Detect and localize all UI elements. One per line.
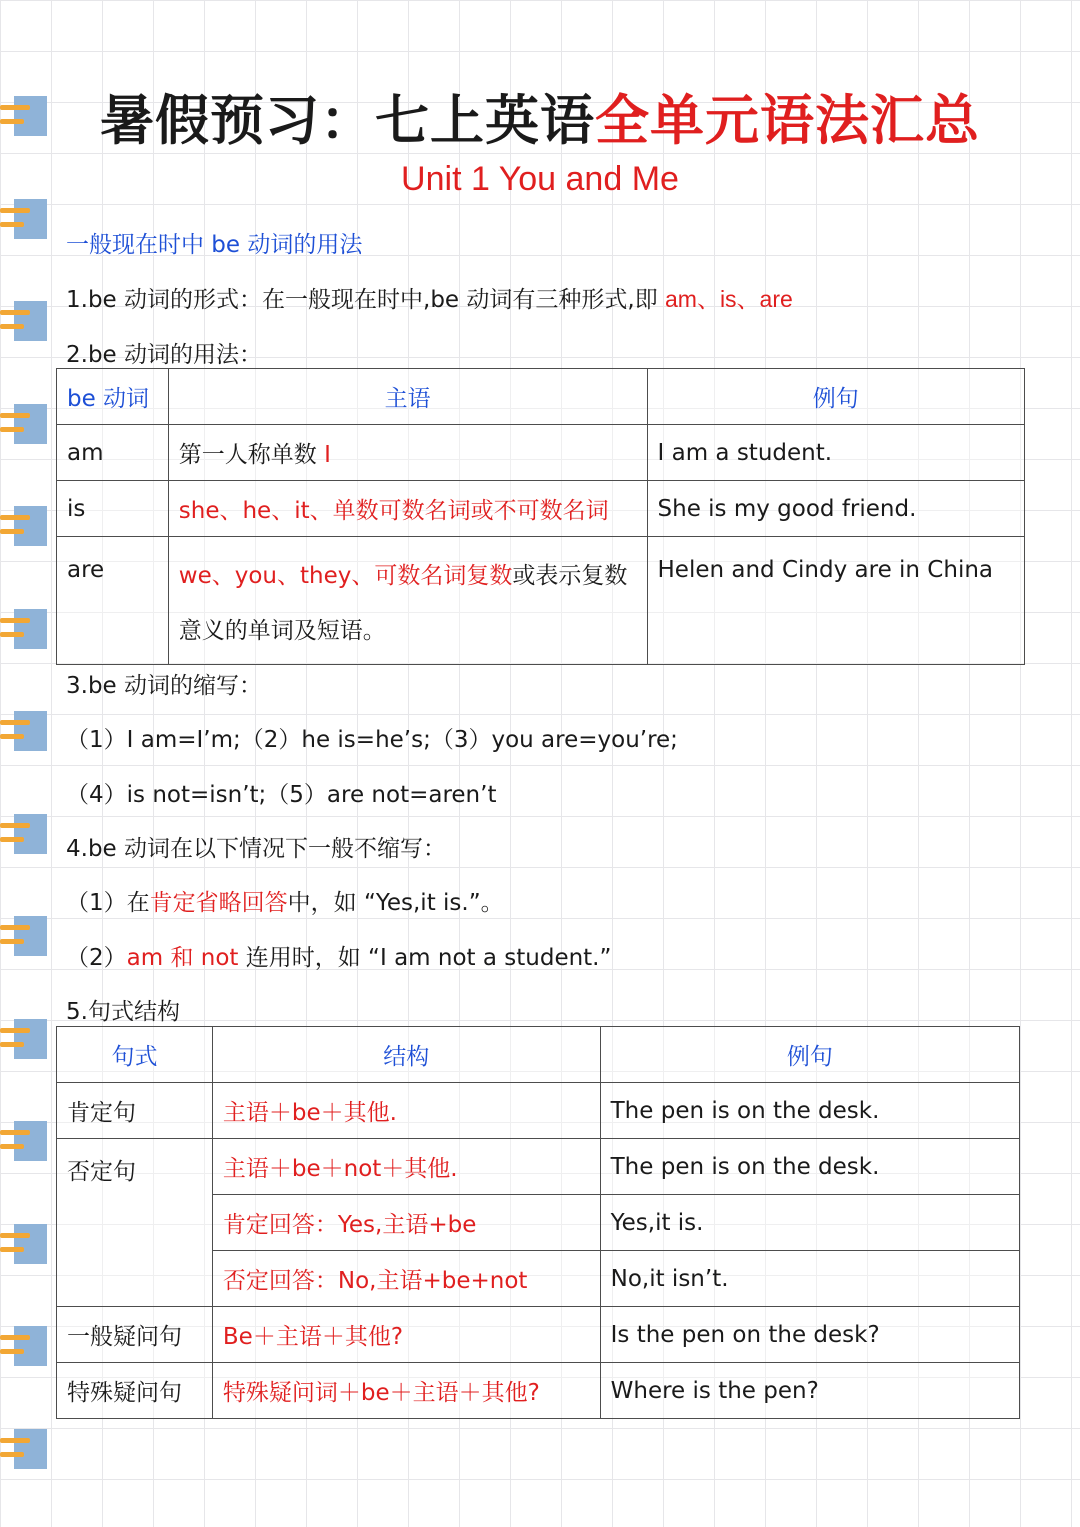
- table-row: [57, 1363, 1020, 1419]
- example-cell: Where is the pen?: [600, 1363, 1019, 1419]
- header-structure: 结构: [212, 1027, 600, 1083]
- example-cell: The pen is on the desk.: [600, 1083, 1019, 1139]
- case-1-highlight: 肯定省略回答: [149, 890, 288, 916]
- case-2-highlight: am 和 not: [126, 945, 239, 971]
- sentence-structure-table: [56, 1026, 1020, 1419]
- structure-cell: Be＋主语＋其他?: [212, 1307, 600, 1363]
- example-cell: I am a student.: [647, 425, 1024, 481]
- subject-cell: [168, 425, 647, 481]
- paragraph-be-forms: [66, 281, 793, 314]
- example-cell: She is my good friend.: [647, 481, 1024, 537]
- subject-cell: [168, 537, 647, 665]
- contractions-line-1: （1）I am=I’m;（2）he is=he’s;（3）you are=you’re;: [66, 727, 678, 753]
- case-2-suffix: 连用时，如 “I am not a student.”: [238, 945, 612, 971]
- binder-ring-icon: [0, 1326, 48, 1366]
- case-1-suffix: 中，如 “Yes,it is.”。: [287, 890, 504, 916]
- case-1-prefix: （1）在: [66, 890, 150, 916]
- verb-cell: is: [57, 481, 169, 537]
- example-cell: Is the pen on the desk?: [600, 1307, 1019, 1363]
- table-row: [57, 481, 1025, 537]
- subject-line-2: 意义的单词及短语。: [178, 618, 386, 644]
- verb-cell: am: [57, 425, 169, 481]
- table-header-row: [57, 369, 1025, 425]
- page-title: [0, 78, 1080, 155]
- case-2-prefix: （2）: [66, 945, 127, 971]
- paragraph-sentence-structure: 5.句式结构: [66, 999, 180, 1025]
- table-row: [57, 1307, 1020, 1363]
- header-subject: 主语: [168, 369, 647, 425]
- table-header-row: [57, 1027, 1020, 1083]
- binder-ring-icon: [0, 1019, 48, 1059]
- table-row: [57, 1083, 1020, 1139]
- example-cell: Helen and Cindy are in China: [647, 537, 1024, 665]
- title-part-black: 暑假预习：七上英语: [100, 88, 595, 152]
- header-example: 例句: [647, 369, 1024, 425]
- structure-cell: 主语＋be＋其他.: [212, 1083, 600, 1139]
- binder-ring-icon: [0, 404, 48, 444]
- be-forms-text: 1.be 动词的形式：在一般现在时中,be 动词有三种形式,即: [66, 287, 665, 313]
- binder-ring-icon: [0, 916, 48, 956]
- type-cell: 特殊疑问句: [57, 1363, 213, 1419]
- binder-ring-icon: [0, 506, 48, 546]
- example-cell: Yes,it is.: [600, 1195, 1019, 1251]
- be-forms-list: am、is、are: [665, 286, 793, 312]
- table-row: [57, 537, 1025, 665]
- subject-line-1: [179, 557, 637, 590]
- title-part-red: 全单元语法汇总: [595, 88, 980, 152]
- binder-ring-icon: [0, 1429, 48, 1469]
- subject-highlight: I: [324, 442, 331, 468]
- unit-subtitle: Unit 1 You and Me: [401, 160, 679, 198]
- structure-cell: 肯定回答：Yes,主语+be: [212, 1195, 600, 1251]
- section-heading: 一般现在时中 be 动词的用法: [66, 232, 363, 258]
- subject-text: 第一人称单数: [178, 442, 325, 468]
- header-be-verb: be 动词: [57, 369, 169, 425]
- binder-ring-icon: [0, 1121, 48, 1161]
- no-contraction-case-1: [66, 884, 504, 917]
- binder-ring-icon: [0, 711, 48, 751]
- structure-cell: 否定回答：No,主语+be+not: [212, 1251, 600, 1307]
- contractions-line-2: （4）is not=isn’t;（5）are not=aren’t: [66, 782, 497, 808]
- verb-cell: are: [57, 537, 169, 665]
- binder-ring-icon: [0, 301, 48, 341]
- paragraph-be-usage: 2.be 动词的用法：: [66, 342, 263, 368]
- table-row: [57, 1139, 1020, 1195]
- structure-cell: 特殊疑问词＋be＋主语＋其他?: [212, 1363, 600, 1419]
- type-cell: 否定句: [57, 1139, 213, 1307]
- example-cell: No,it isn’t.: [600, 1251, 1019, 1307]
- subject-highlight: we、you、they、可数名词复数: [178, 563, 513, 589]
- binder-ring-icon: [0, 814, 48, 854]
- subject-text: 或表示复数: [512, 563, 628, 589]
- paragraph-contractions: 3.be 动词的缩写：: [66, 673, 263, 699]
- header-example: 例句: [600, 1027, 1019, 1083]
- example-cell: The pen is on the desk.: [600, 1139, 1019, 1195]
- subject-cell: she、he、it、单数可数名词或不可数名词: [168, 481, 647, 537]
- paragraph-no-contraction: 4.be 动词在以下情况下一般不缩写：: [66, 836, 447, 862]
- no-contraction-case-2: [66, 939, 611, 972]
- type-cell: 一般疑问句: [57, 1307, 213, 1363]
- binder-rings: [0, 0, 60, 1527]
- binder-ring-icon: [0, 1224, 48, 1264]
- binder-ring-icon: [0, 199, 48, 239]
- structure-cell: 主语＋be＋not＋其他.: [212, 1139, 600, 1195]
- header-sentence-type: 句式: [57, 1027, 213, 1083]
- be-usage-table: [56, 368, 1025, 665]
- type-cell: 肯定句: [57, 1083, 213, 1139]
- binder-ring-icon: [0, 609, 48, 649]
- table-row: [57, 425, 1025, 481]
